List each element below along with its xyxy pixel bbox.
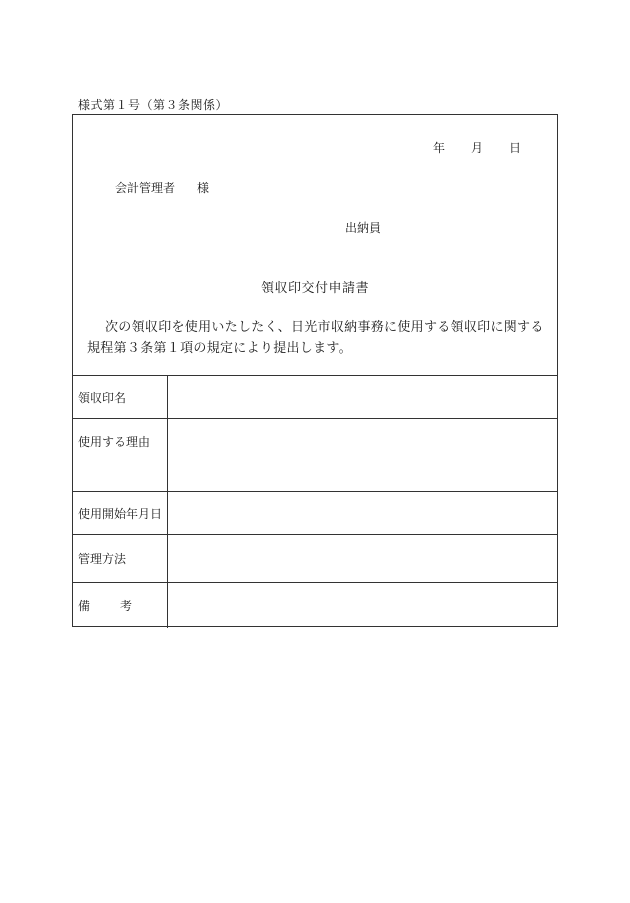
reason-label: 使用する理由 xyxy=(73,419,167,492)
table-row-reason xyxy=(73,419,557,492)
date-month: 月 xyxy=(470,141,483,155)
details-table xyxy=(73,375,557,628)
applicant-label: 出納員 xyxy=(345,221,382,235)
start-date-label: 使用開始年月日 xyxy=(73,492,167,535)
remarks-label-second: 考 xyxy=(120,599,133,613)
start-date-field[interactable] xyxy=(167,492,557,535)
table-row-start-date xyxy=(73,492,557,535)
reason-field[interactable] xyxy=(167,419,557,492)
date-line xyxy=(433,139,521,156)
remarks-label-first: 備 xyxy=(78,599,91,613)
date-year: 年 xyxy=(432,141,445,155)
form-number: 様式第１号（第３条関係） xyxy=(78,98,229,112)
addressee xyxy=(115,179,209,196)
addressee-honorific: 様 xyxy=(197,181,210,195)
management-field[interactable] xyxy=(167,535,557,583)
application-form xyxy=(72,114,558,627)
remarks-field[interactable] xyxy=(167,583,557,629)
seal-name-label: 領収印名 xyxy=(73,376,167,419)
body-text: 次の領収印を使用いたしたく、日光市収納事務に使用する領収印に関する規程第３条第１項の規定により提出します。 xyxy=(87,320,544,356)
table-row-remarks xyxy=(73,583,557,629)
seal-name-field[interactable] xyxy=(167,376,557,419)
addressee-name: 会計管理者 xyxy=(115,181,176,195)
table-row-seal-name xyxy=(73,376,557,419)
management-label: 管理方法 xyxy=(73,535,167,583)
date-day: 日 xyxy=(508,141,521,155)
table-row-management xyxy=(73,535,557,583)
remarks-label xyxy=(73,583,167,629)
document-title: 領収印交付申請書 xyxy=(260,281,369,296)
